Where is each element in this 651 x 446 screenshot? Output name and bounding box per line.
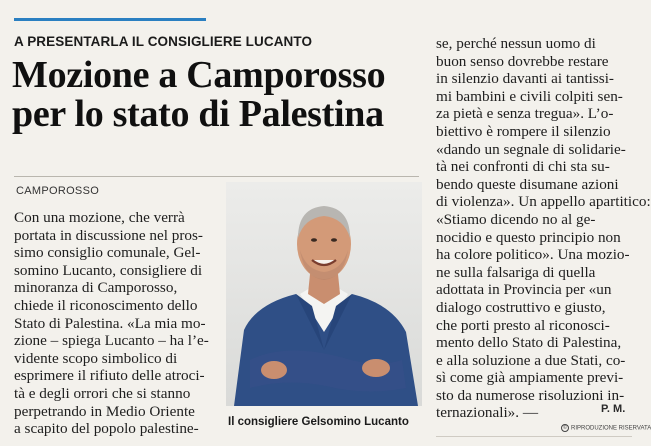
- copyright-text: RIPRODUZIONE RISERVATA: [571, 425, 651, 432]
- body-line: somino Lucanto, consigliere di: [14, 261, 203, 279]
- body-line: mento dello Stato di Palestina,: [436, 334, 622, 352]
- body-line: «dando un segnale di solidarie-: [436, 140, 626, 158]
- body-line: minoranza di Camporosso,: [14, 279, 178, 297]
- bottom-divider: [436, 436, 632, 437]
- body-line: perpetrando in Medio Oriente: [14, 402, 195, 420]
- body-line: bendo queste disumane azioni: [436, 175, 619, 193]
- body-line: biettivo è rompere il silenzio: [436, 122, 611, 140]
- headline-line: per lo stato di Palestina: [12, 93, 384, 135]
- copyright-notice: [561, 424, 651, 432]
- body-line: portata in discussione nel pros-: [14, 226, 203, 244]
- section-divider: [14, 176, 419, 177]
- section-label: CAMPOROSSO: [16, 185, 100, 197]
- body-line: vidente scopo simbolico di: [14, 349, 178, 367]
- accent-bar: [14, 18, 206, 21]
- photo-caption: Il consigliere Gelsomino Lucanto: [228, 416, 409, 428]
- article-column-left: [14, 209, 219, 438]
- portrait-photo: [226, 182, 422, 406]
- body-line: simo consiglio comunale, Gel-: [14, 244, 201, 262]
- body-line: Stato di Palestina. «La mia mo-: [14, 314, 206, 332]
- body-line: esprimere il rifiuto delle atroci-: [14, 367, 205, 385]
- body-line: sì come già ampiamente previ-: [436, 369, 624, 387]
- body-line: zione – spiega Lucanto – ha l’e-: [14, 332, 209, 350]
- body-line: nocidio e questo principio non: [436, 228, 621, 246]
- body-line: e alla soluzione a due Stati, co-: [436, 351, 626, 369]
- article-column-right: [436, 35, 651, 422]
- body-line: se, perché nessun uomo di: [436, 35, 596, 52]
- copyright-icon: ©: [561, 424, 569, 432]
- body-line: za pietà e senza tregua». L’o-: [436, 105, 614, 123]
- body-line: ha colore politico». Una mozio-: [436, 246, 630, 264]
- body-line: tà e degli orrori che si stanno: [14, 384, 191, 402]
- body-line: sto da numerose risoluzioni in-: [436, 386, 625, 404]
- body-line: buon senso dovrebbe restare: [436, 52, 609, 70]
- body-line: a scapito del popolo palestine-: [14, 420, 199, 438]
- body-line: dialogo costruttivo e giusto,: [436, 298, 606, 316]
- portrait-illustration: [226, 182, 422, 406]
- body-line: ne sulla falsariga di quella: [436, 263, 596, 281]
- body-line: «Stiamo dicendo no al ge-: [436, 210, 596, 228]
- headline: [12, 56, 422, 134]
- body-line: adottata in Provincia per «un: [436, 281, 612, 299]
- body-line: ternazionali». —: [436, 404, 539, 422]
- body-line: tà nei confronti di chi sta su-: [436, 158, 610, 176]
- body-line: in silenzio davanti ai tantissi-: [436, 70, 614, 88]
- body-line: di violenza». Un appello apartitico:: [436, 193, 651, 211]
- kicker: A PRESENTARLA IL CONSIGLIERE LUCANTO: [14, 34, 313, 49]
- byline: P. M.: [601, 403, 626, 415]
- body-line: che porti presto al riconosci-: [436, 316, 610, 334]
- body-line: Con una mozione, che verrà: [14, 209, 185, 226]
- body-line: mi bambini e civili colpiti sen-: [436, 87, 623, 105]
- headline-line: Mozione a Camporosso: [12, 54, 386, 96]
- body-line: chiede il riconoscimento dello: [14, 296, 198, 314]
